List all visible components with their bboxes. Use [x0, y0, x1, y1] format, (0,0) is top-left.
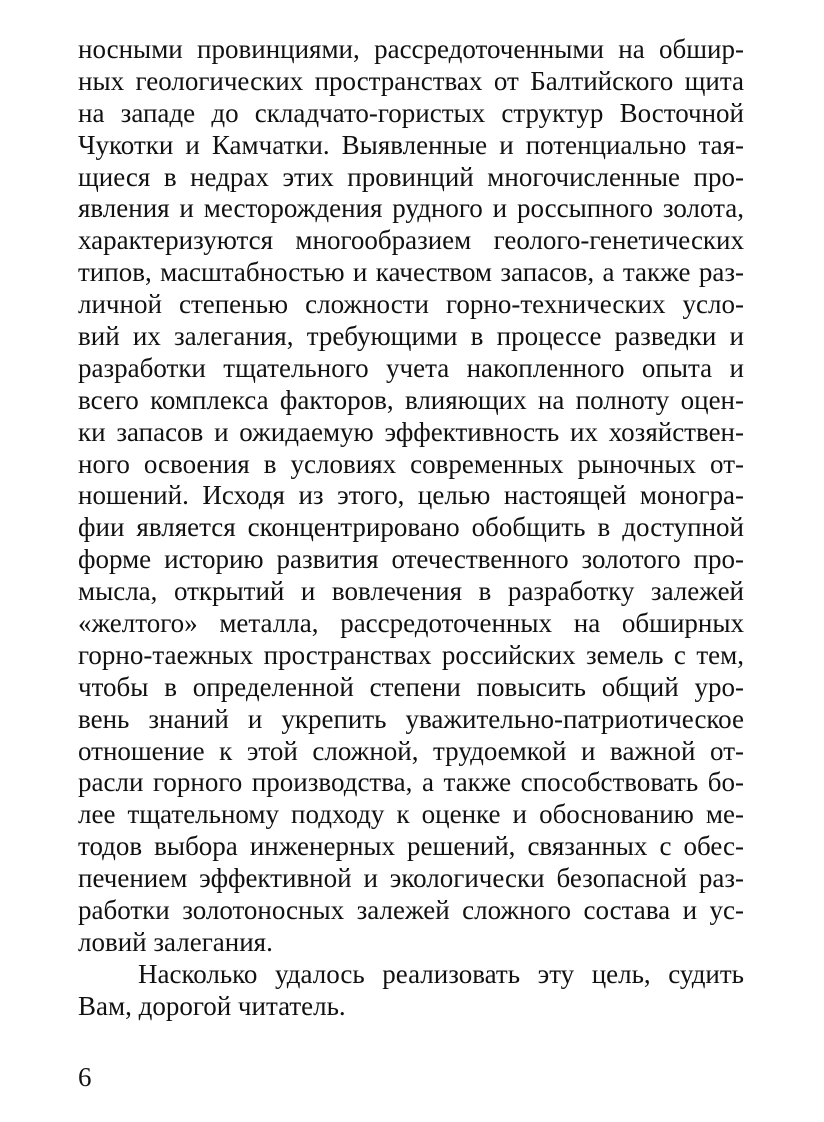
text-line: «желтого» металла, рассредоточенных на обширных	[78, 608, 744, 639]
text-line: вень знаний и укрепить уважительно-патриотическое	[78, 703, 744, 734]
text-line: личной степенью сложности горно-технических усло-	[78, 289, 744, 320]
text-line: ловий залегания.	[78, 926, 273, 957]
text-line: явления и месторождения рудного и россыпного золота,	[78, 193, 744, 224]
text-line: ношений. Исходя из этого, целью настоящей моногра-	[78, 480, 744, 511]
text-line: горно-таежных пространствах российских земель с тем,	[78, 639, 744, 670]
text-line: разработки тщательного учета накопленного опыта и	[78, 352, 744, 383]
text-line: ных геологических пространствах от Балтийского щита	[78, 65, 744, 96]
text-line: щиеся в недрах этих провинций многочисленные про-	[78, 161, 744, 192]
text-line: всего комплекса факторов, влияющих на полноту оцен-	[78, 384, 744, 415]
text-line: на западе до складчато-гористых структур Восточной	[78, 97, 744, 128]
text-line: работки золотоносных залежей сложного состава и ус-	[78, 895, 744, 926]
text-line: Чукотки и Камчатки. Выявленные и потенциально тая-	[78, 129, 744, 160]
paragraph-2	[78, 959, 744, 1023]
text-line: форме историю развития отечественного золотого про-	[78, 544, 744, 575]
text-line: носными провинциями, рассредоточенными на обшир-	[78, 34, 744, 64]
text-line: мысла, открытий и вовлечения в разработку залежей	[78, 576, 744, 607]
text-line: чтобы в определенной степени повысить общий уро-	[78, 671, 744, 702]
body-text	[78, 34, 744, 1023]
text-line: Насколько удалось реализовать эту цель, судить	[138, 958, 744, 989]
text-line: Вам, дорогой читатель.	[78, 990, 346, 1021]
text-line: ки запасов и ожидаемую эффективность их хозяйствен-	[78, 416, 744, 447]
text-line: ного освоения в условиях современных рыночных от-	[78, 448, 744, 479]
text-line: лее тщательному подходу к оценке и обоснованию ме-	[78, 799, 744, 830]
text-line: отношение к этой сложной, трудоемкой и важной от-	[78, 735, 744, 766]
text-line: печением эффективной и экологически безопасной раз-	[78, 863, 744, 894]
paragraph-1	[78, 34, 744, 959]
text-line: вий их залегания, требующими в процессе разведки и	[78, 321, 744, 352]
text-line: типов, масштабностью и качеством запасов, а также раз-	[78, 257, 744, 288]
text-line: расли горного производства, а также способствовать бо-	[78, 767, 744, 798]
text-line: тодов выбора инженерных решений, связанных с обес-	[78, 831, 744, 862]
page-number: 6	[78, 1062, 92, 1092]
text-line: фии является сконцентрировано обобщить в доступной	[78, 512, 744, 543]
text-line: характеризуются многообразием геолого-генетических	[78, 225, 744, 256]
